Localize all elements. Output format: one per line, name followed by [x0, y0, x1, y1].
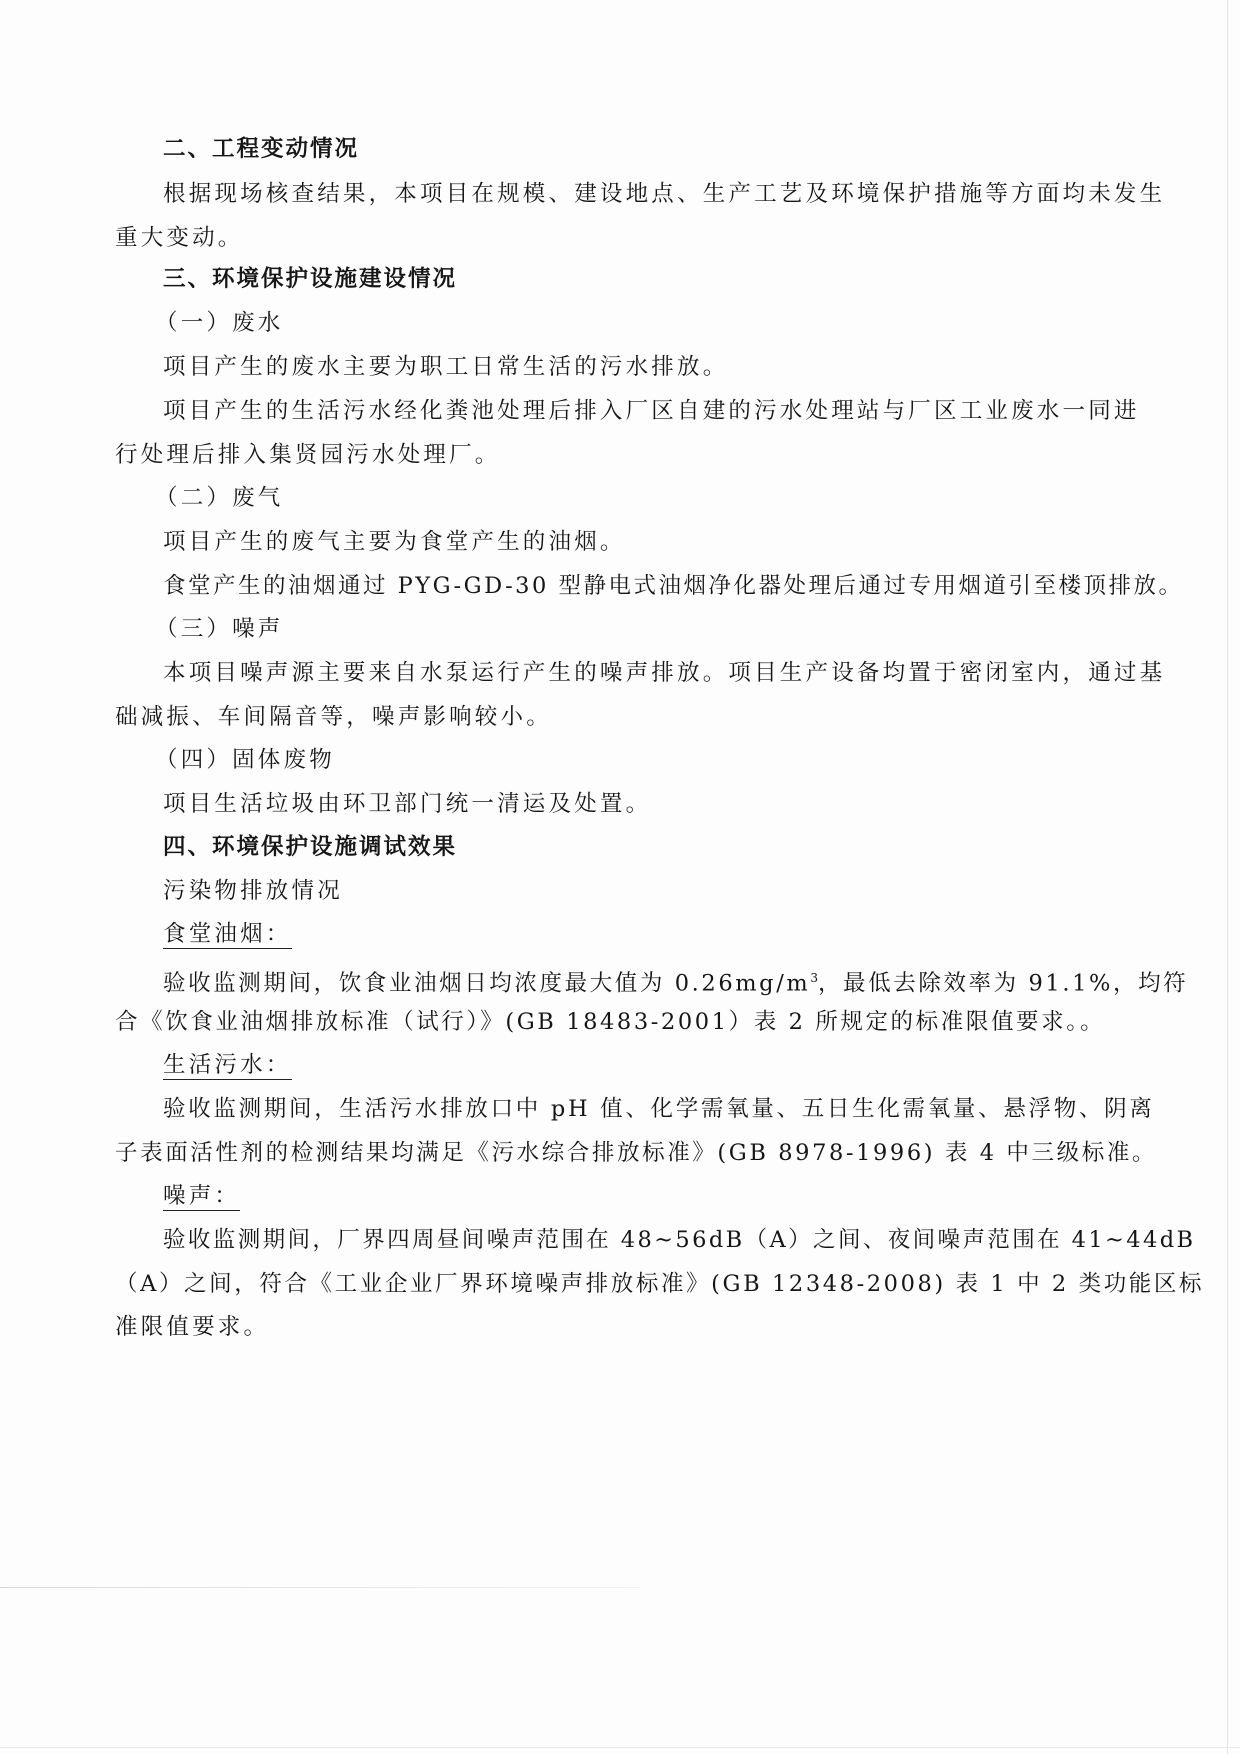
paragraph-line: 食堂产生的油烟通过 PYG-GD-30 型静电式油烟净化器处理后通过专用烟道引至楼顶排放。 [163, 573, 1184, 599]
paragraph-line: 项目产生的废水主要为职工日常生活的污水排放。 [163, 354, 729, 380]
paragraph-line: 行处理后排入集贤园污水处理厂。 [115, 442, 501, 468]
subsection-label [163, 1181, 240, 1211]
paragraph-line: 项目产生的生活污水经化粪池处理后排入厂区自建的污水处理站与厂区工业废水一同进 [163, 398, 1140, 424]
paragraph-text: ，最低去除效率为 91.1%，均符 [817, 970, 1189, 997]
paragraph-line: 验收监测期间，厂界四周昼间噪声范围在 48~56dB（A）之间、夜间噪声范围在 41~44dB [163, 1227, 1196, 1253]
underlined-label: 噪声： [163, 1183, 241, 1209]
scan-edge [0, 1747, 1240, 1748]
paragraph-line: 重大变动。 [115, 225, 244, 251]
paragraph-line [163, 963, 1188, 999]
paragraph-line: 根据现场核查结果，本项目在规模、建设地点、生产工艺及环境保护措施等方面均未发生 [163, 181, 1166, 207]
paragraph-text: 验收监测期间，饮食业油烟日均浓度最大值为 0.26mg/m [163, 970, 811, 997]
paragraph-line: （A）之间，符合《工业企业厂界环境噪声排放标准》(GB 12348-2008) 表 1 中 2 类功能区标 [115, 1271, 1205, 1297]
paragraph-line: 项目产生的废气主要为食堂产生的油烟。 [163, 529, 626, 555]
section-heading: 三、环境保护设施建设情况 [163, 266, 458, 292]
paragraph-line: 础减振、车间隔音等，噪声影响较小。 [115, 704, 552, 730]
subsection-title: （三）噪声 [155, 616, 284, 642]
scan-mark [0, 1587, 640, 1588]
subsection-title: 污染物排放情况 [163, 878, 343, 904]
underlined-label: 食堂油烟： [163, 921, 292, 947]
subsection-title: （二）废气 [155, 485, 284, 511]
paragraph-line: 验收监测期间，生活污水排放口中 pH 值、化学需氧量、五日生化需氧量、悬浮物、阴离 [163, 1096, 1155, 1122]
section-heading: 四、环境保护设施调试效果 [163, 834, 458, 860]
superscript: 3 [810, 971, 818, 985]
subsection-label [163, 919, 292, 949]
paragraph-line: 子表面活性剂的检测结果均满足《污水综合排放标准》(GB 8978-1996) 表 4 中三级标准。 [115, 1140, 1158, 1166]
subsection-title: （四）固体废物 [155, 747, 335, 773]
paragraph-line: 准限值要求。 [115, 1314, 270, 1340]
subsection-title: （一）废水 [155, 310, 284, 336]
section-heading: 二、工程变动情况 [163, 136, 360, 162]
paragraph-line: 本项目噪声源主要来自水泵运行产生的噪声排放。项目生产设备均置于密闭室内，通过基 [163, 660, 1166, 686]
subsection-label [163, 1050, 292, 1080]
paragraph-line: 合《饮食业油烟排放标准（试行）》(GB 18483-2001）表 2 所规定的标准限值要求。。 [115, 1009, 1106, 1035]
underlined-label: 生活污水： [163, 1052, 292, 1078]
paragraph-line: 项目生活垃圾由环卫部门统一清运及处置。 [163, 791, 652, 817]
scan-edge [1227, 0, 1228, 1754]
